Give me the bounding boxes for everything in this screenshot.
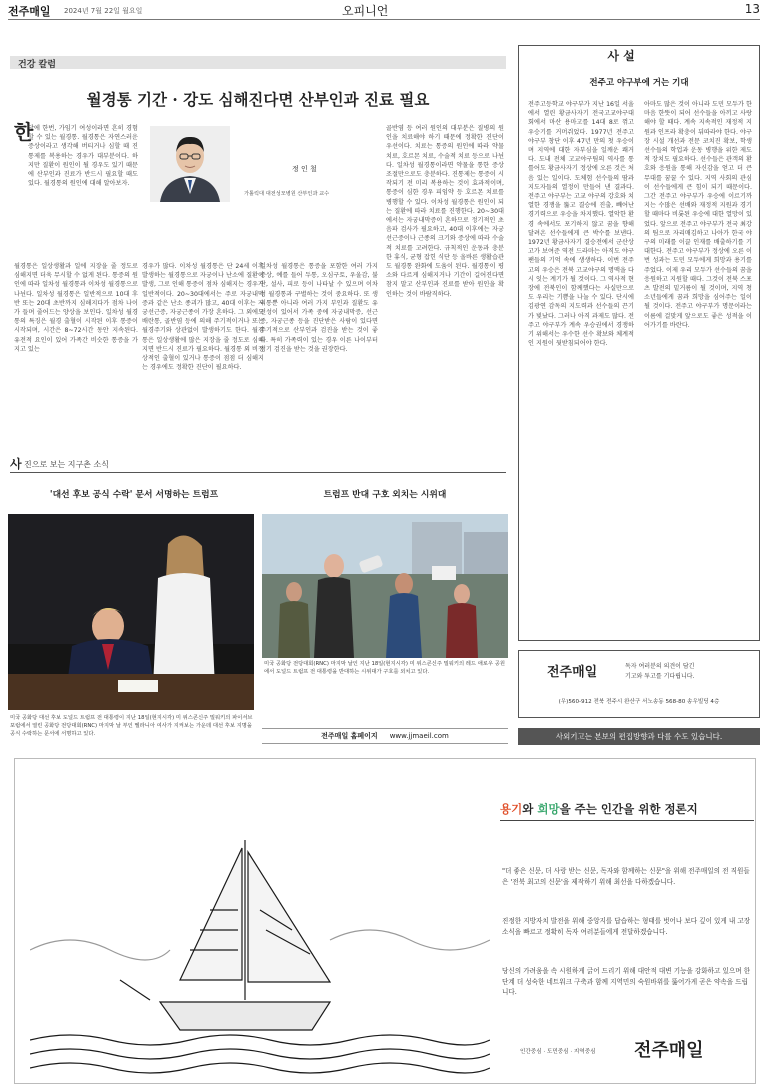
header-section: 오피니언 [342, 4, 389, 18]
author-photo [150, 126, 230, 202]
homepage-name: 전주매일 홈페이지 [321, 732, 378, 740]
health-text-col4: 골반염 등 여러 원인의 대부분은 질병의 원인을 치료해야 하기 때문에 정확한 진단이 우선이다. 치료는 통증의 원인에 따라 약물 치료, 호르몬 치료, 수술적 치료 등으로 나뉜다. 일차성 월경통이라면 약물을 통한 증상 조절만으로도 충분하다. 진통제는 통증이 시작되기 전 미리 복용하는 것이 효과적이며, 통증이 심한 경우 피임약 등 호르몬 치료를 병행할 수 있다. 이차성 월경통은 원인이 되는 질환에 따라 치료를 진행한다. 20~30대에서는 자궁내막증이 흔하므로 정기적인 초음파 검사가 필요하고, 40대 이후에는 자궁선근증이나 근종의 크기와 증상에 따라 수술적 치료를 고려한다. 규칙적인 운동과 충분한 휴식, 균형 잡힌 식단 등 올바른 생활습관도 월경통 완화에 도움이 된다. 월경통이 평소와 다르게 심해지거나 기간이 길어진다면 참지 말고 산부인과 진료를 받아 원인을 확인하는 것이 바람직하다. [386, 125, 504, 298]
ad-title-mid1: 와 [522, 802, 538, 816]
page-number: 13 [744, 2, 760, 16]
notice-bar: 사외기고는 본보의 편집방향과 다를 수도 있습니다. [518, 728, 760, 745]
ad-title-mid2: 을 주는 인간을 위한 정론지 [559, 802, 698, 816]
drop-cap: 한 [14, 120, 34, 144]
health-column-title: 월경통 기간 · 강도 심해진다면 산부인과 진료 필요 [86, 90, 430, 109]
header-logo: 전주매일 [8, 5, 51, 18]
news-photos-label-initial: 사 [10, 457, 22, 471]
page-header [8, 2, 760, 20]
contribution-line1: 독자 여러분의 의견이 담긴 [625, 663, 695, 670]
protest-image [262, 514, 508, 658]
ad-logo: 전주매일 [634, 1040, 704, 1061]
editorial-text-col2: 아마도 많은 것이 아니라 도민 모두가 한마음 한뜻이 되어 선수들을 아끼고 사랑해야 할 때다. 계속 지속적인 재정적 지원과 인프라 확충이 뒤따라야 한다. 야구장 시설 개선과 전문 코치진 확보, 학생 선수들의 학업과 운동 병행을 위한 제도적 장치도 필요하다. 선수들은 관객의 환호와 응원을 통해 자신감을 얻고 더 큰 무대를 꿈꿀 수 있다. 지역 사회의 관심이 선수들에게 큰 힘이 되기 때문이다. 그간 전주고 야구부가 우승에 이르기까지는 수많은 선배와 재정적 지원과 경기할 때마다 비롯된 우승에 대한 열망이 있었다. 앞으로 전주고 야구부가 전국 최강의 팀으로 자리매김하고 나아가 한국 야구의 미래를 이끌 인재를 배출하기를 기대한다. 전주고 야구부가 정상에 오른 이번 성과는 도민 모두에게 희망과 용기를 주었다. 이제 우리 모두가 선수들의 꿈을 응원하고 지원할 때다. 그것이 전북 스포츠 발전의 밑거름이 될 것이며, 지역 청소년들에게 꿈과 희망을 심어주는 일이 될 것이다. 전주고 야구부가 명문이라는 이름에 걸맞게 앞으로도 좋은 성적을 이어가기를 바란다. [644, 101, 752, 329]
health-column-label: 건강 칼럼 [10, 56, 506, 69]
editorial-title: 전주고 야구부에 거는 기대 [589, 78, 689, 88]
sailboat-illustration-icon [30, 830, 490, 1080]
health-text-col2: 경우가 많다. 이차성 월경통은 단 24세 이후 발생하는 월경통으로 자궁이나 난소에 질환이 발생, 그로 인해 통증이 점차 심해지는 경우가 일반적이다. 20~30대에서는 주로 자궁내막증과 같은 난소 종괴가 많고, 40대 이후는 자궁선근증, 자궁근종이 가장 흔하다. 그 외에도 배란통, 골반염 등에 의해 주기적이거나 또는 월경주기와 상관없이 발생하기도 한다. 월경통은 일상생활에 많은 지장을 줄 정도로 심해지면 반드시 진료가 필요하다. 월경통 외 비정상적인 출혈이 있거나 통증이 점점 더 심해지는 경우에도 정확한 진단이 필요하다. [142, 263, 264, 372]
ad-paragraph-2: 진정한 지방자치 발전을 위해 중앙지를 답습하는 형태를 벗어나 보다 깊이 있게 내 고장 소식을 빠르고 정확히 독자 여러분들에게 전달하겠습니다. [502, 917, 751, 936]
homepage-bar [262, 728, 508, 744]
contribution-box [518, 650, 760, 718]
ad-paragraph-3: 당신의 가려움을 속 시원하게 긁어 드리기 위해 대안적 대변 기능을 강화하고 있으며 한 단계 더 성숙한 네트워크 구축과 함께 지역민의 숙원바위를 뚫어가게 곧은 약속을 드립니다. [502, 967, 751, 996]
contribution-address: (우)560-912 전북 전주시 완산구 서노송동 568-80 송우빌딩 4층 [558, 699, 720, 705]
author-affiliation: 가톨릭대 대전성모병원 산부인과 교수 [244, 191, 330, 197]
health-text-col1a: 달에 한번, 가임기 여성이라면 흔히 경험할 수 있는 월경통. 월경통은 자연스러운 증상이라고 생각해 버티거나 심할 때 진통제를 복용하는 경우가 대부분이다. 하지만 질환이 원인이 될 경우도 있기 때문에 산부인과 진료가 반드시 필요할 때도 있다. 월경통의 원인에 대해 알아보자. [28, 125, 138, 188]
contribution-logo: 전주매일 [547, 665, 598, 680]
ad-title-underline [500, 820, 754, 821]
ad-paragraph-1: "더 좋은 신문, 더 사랑 받는 신문, 독자와 함께하는 신문"을 위해 전주매일의 전 직원들은 '전북 최고의 신문'을 제작하기 위해 최선을 다하겠습니다. [502, 867, 750, 886]
editorial-text-col1: 전주고등학교 야구부가 지난 16일 서울에서 열린 황금사자기 전국고교야구대회에서 마산 용마고를 14대 8로 꺾고 우승기를 거머쥐었다. 1977년 전주고 야구부 창단 이후 47년 만의 첫 우승이며 지역에 대한 자부심을 일깨운 쾌거다. 도내 전체 고교야구팀의 역사를 통틀어도 황금사자기 정상에 오른 것은 처음 있는 일이다. 도체험 선수들의 땀과 지도자들의 열정이 만들어 낸 결과다. 전주고 야구부는 고교 야구의 강호와 치열한 경쟁을 뚫고 결승에 진출, 빼어난 경기력으로 우승을 차지했다. 열악한 환경 속에서도 포기하지 않고 꿈을 향해 달려온 선수들에게 큰 박수를 보낸다. 1972년 황금사자기 결승전에서 군산상고가 보여준 역전 드라마는 아직도 야구팬들의 기억 속에 생생하다. 이번 전주고의 우승은 전북 고교야구의 명맥을 다시 잇는 계기가 될 것이다. 그 역사적 현장에 전북인이 함께했다는 사실만으로도 우리는 기쁨을 나눌 수 있다. 단시에 김광연 감독의 지도력과 선수들의 끈기가 빛났다. 그러나 아직 과제도 많다. 전주고 야구부가 계속 우승권에서 경쟁하기 위해서는 우수한 선수 확보와 체계적인 지원이 뒷받침되어야 한다. [528, 101, 634, 348]
ad-title [500, 801, 698, 817]
ad-title-courage: 용기 [500, 802, 523, 816]
health-text-col3: 일차성 월경통은 통증을 포함한 여러 가지 증상, 예를 들어 두통, 오심구토, 우울감, 불안, 설사, 피로 등이 나타날 수 있으며 이차성 월경통과 구별하는 것이 중요하다. 또 생리통뿐 아니라 여러 가지 부인과 질환도 유전성이 있어서 가족 중에 자궁내막증, 선근증, 자궁근종 등을 진단받은 사람이 있다면 주기적으로 산부인과 검진을 받는 것이 좋다. 특히 가족력이 있는 경우 이른 나이부터 정기 검진을 받는 것을 권장한다. [260, 263, 378, 353]
author-portrait-icon [150, 126, 230, 202]
header-date: 2024년 7월 22일 월요일 [64, 7, 143, 15]
trump-signing-photo [8, 514, 254, 710]
ad-slogan: 인간중심 · 도민중심 · 지역중심 [520, 1049, 596, 1055]
news-photos-label-rest: 진으로 보는 지구촌 소식 [24, 460, 109, 469]
ad-title-hope: 희망 [537, 802, 560, 816]
health-text-col1b: 월경통은 일상생활과 일에 지장을 줄 정도로 심해지면 더욱 무시할 수 없게 된다. 통증의 원인에 따라 일차성 월경통과 이차성 월경통으로 나뉜다. 일차성 월경통은 일반적으로 10대 후반 또는 20대 초반까지 심해지다가 점차 나이가 들며 줄어드는 양상을 보인다. 일차성 월경통의 특징은 월경 출혈이 시작된 이후 통증이 시작되며, 시간은 8~72시간 동안 지속된다. 유전적 요인이 있어 가족간 비슷한 통증을 가지고 있는 [14, 263, 138, 353]
photo1-title: '대선 후보 공식 수락' 문서 서명하는 트럼프 [49, 490, 219, 500]
contribution-line2: 기고와 투고를 기다립니다. [625, 673, 695, 680]
author-name: 정 인 철 [292, 165, 317, 173]
homepage-url[interactable]: www.jjmaeil.com [389, 732, 449, 740]
news-photos-label [10, 455, 506, 473]
photo2-caption: 미국 공화당 전당대회(RNC) 마지막 날인 지난 18일(현지시각) 미 위스콘신주 밀워키의 레드 애로우 공원에서 도널드 트럼프 전 대통령을 반대하는 시위대가 구호를 외치고 있다. [264, 661, 505, 675]
photo2-title: 트럼프 반대 구호 외치는 시위대 [323, 490, 447, 500]
photo1-caption: 미국 공화당 대선 후보 도널드 트럼프 전 대통령이 지난 18일(현지시각) 미 위스콘신주 밀워키의 파이서브 포럼에서 열린 공화당 전당대회(RNC) 마지막 날 부인 멜라니아 여사가 지켜보는 가운데 대선 후보 지명을 공식 수락하는 문서에 서명하고 있다. [10, 715, 253, 737]
trump-signing-image [8, 514, 254, 710]
protest-photo [262, 514, 508, 658]
editorial-label: 사 설 [596, 47, 646, 64]
